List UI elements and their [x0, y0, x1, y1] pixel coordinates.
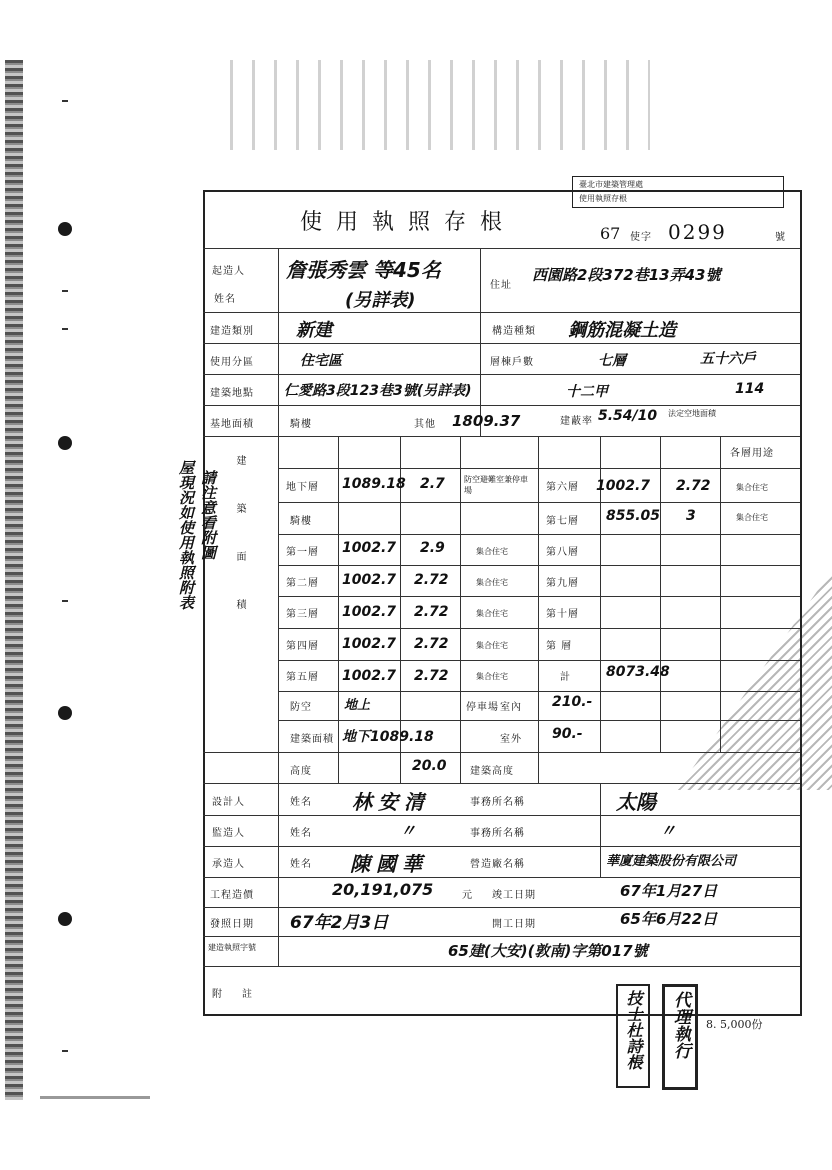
binding-edge [5, 60, 23, 1100]
use-label: 集合住宅 [476, 641, 508, 650]
value-total-area: 8073.48 [606, 664, 670, 680]
value-completion-date: 67年1月27日 [620, 882, 718, 900]
value-applicant: 詹張秀雲 等45名 [286, 258, 441, 282]
label-floor-6: 第六層 [546, 482, 579, 493]
form-title: 使用執照存根 [300, 210, 517, 235]
label-remarks: 附註 [212, 989, 272, 1000]
label-arcade: 騎樓 [290, 419, 312, 430]
value-basement-use: 防空避難室兼停車場 [464, 475, 528, 495]
value-address: 西園路2段372巷13弄43號 [532, 266, 721, 284]
margin-note: 屋現況如使用執照附表 [177, 460, 195, 610]
footer-print: 8. 5,000份 [706, 1018, 763, 1031]
use-label: 集合住宅 [476, 609, 508, 618]
value-floor7-area: 855.05 [606, 508, 661, 524]
label-outdoor: 室外 [500, 734, 522, 745]
punch-hole [58, 436, 72, 450]
label-parking: 停車場 [466, 702, 499, 713]
label-other: 其他 [414, 419, 436, 430]
label-air-raid: 防空 [290, 702, 312, 713]
value-parking-outdoor: 90.- [552, 726, 583, 742]
label-floor-3: 第三層 [286, 609, 319, 620]
label-floor-4: 第四層 [286, 641, 319, 652]
label-contractor: 承造人 [212, 859, 245, 870]
label-floors-units: 層棟戶數 [490, 357, 534, 368]
value-height: 20.0 [412, 758, 447, 774]
label-supervisor: 監造人 [212, 828, 245, 839]
proxy-stamp [662, 984, 698, 1090]
use-label: 集合住宅 [476, 672, 508, 681]
label-location: 建築地點 [210, 388, 254, 399]
value-start-date: 65年6月22日 [620, 910, 718, 928]
value-floor1-area: 1002.7 [342, 540, 397, 556]
value-lot: 十二甲 [566, 384, 608, 400]
label-floor-x: 第 層 [546, 641, 573, 652]
value-coverage: 5.54/10 [598, 408, 658, 424]
label-structure-type: 構造種類 [492, 326, 536, 337]
inspector-stamp [616, 984, 650, 1088]
label-supervisor-name: 姓名 [290, 828, 312, 839]
label-floor-9: 第九層 [546, 578, 579, 589]
value-air-raid: 地上 [344, 698, 371, 713]
label-cost: 工程造價 [210, 890, 254, 901]
value-permit-no: 65建(大安)(敦南)字第017號 [448, 942, 648, 960]
value-cost: 20,191,075 [332, 880, 434, 899]
label-floor-1: 第一層 [286, 547, 319, 558]
label-land-area: 基地面積 [210, 419, 254, 430]
label-floor-8: 第八層 [546, 547, 579, 558]
value-floor7-height: 3 [686, 508, 696, 524]
value-designer: 林安清 [352, 790, 430, 814]
label-building-area: 建築面積 [290, 734, 334, 745]
value-floor5-area: 1002.7 [342, 668, 397, 684]
label-supervisor-office: 事務所名稱 [470, 828, 525, 839]
value-parking-indoor: 210.- [552, 694, 593, 710]
header-stamp-line1: 臺北市建築管理處 [579, 180, 643, 189]
license-number: 0299 [668, 220, 727, 244]
punch-hole [58, 706, 72, 720]
bottom-scribble [40, 1096, 150, 1099]
use-label: 集合住宅 [736, 483, 768, 492]
value-location: 仁愛路3段123巷3號(另詳表) [284, 383, 472, 399]
margin-mark [62, 100, 68, 102]
header-stamp-line2: 使用執照存根 [579, 194, 627, 203]
label-name: 姓名 [214, 294, 236, 305]
value-floor3-height: 2.72 [414, 604, 449, 620]
punch-hole [58, 912, 72, 926]
value-design-office: 太陽 [616, 790, 656, 814]
label-permit-no: 建造執照字號 [208, 943, 256, 952]
value-basement-height: 2.7 [420, 476, 445, 492]
label-coverage: 建蔽率 [560, 416, 593, 427]
bleed-through [230, 60, 650, 150]
value-structure-type: 鋼筋混凝土造 [568, 320, 676, 341]
value-sub-lot: 114 [735, 381, 765, 397]
label-floor-2: 第二層 [286, 578, 319, 589]
value-floor6-area: 1002.7 [596, 478, 651, 494]
value-cost-unit: 元 [462, 890, 473, 901]
label-applicant: 起造人 [212, 266, 245, 277]
use-label: 集合住宅 [476, 547, 508, 556]
margin-note: 請注意看附圖 [199, 470, 217, 560]
value-use-zone: 住宅區 [300, 353, 342, 369]
value-building-area: 地下1089.18 [342, 729, 434, 745]
label-building-area-stacked: 建築面積 [234, 455, 245, 647]
value-other-area: 1809.37 [452, 412, 521, 430]
label-start-date: 開工日期 [492, 919, 536, 930]
proxy-stamp-text: 代理執行 [670, 991, 690, 1059]
label-legal-area: 法定空地面積 [668, 409, 716, 418]
value-floors: 七層 [598, 353, 626, 369]
label-floor-5: 第五層 [286, 672, 319, 683]
label-issue-date: 發照日期 [210, 919, 254, 930]
use-label: 集合住宅 [476, 578, 508, 587]
label-height: 高度 [290, 766, 312, 777]
license-suffix: 號 [775, 232, 786, 243]
value-floor5-height: 2.72 [414, 668, 449, 684]
label-floor-10: 第十層 [546, 609, 579, 620]
label-designer: 設計人 [212, 797, 245, 808]
value-contractor: 陳國華 [350, 852, 428, 876]
value-supervisor: 〃 [400, 821, 417, 840]
margin-mark [62, 600, 68, 602]
label-units-per-floor: 各層用途 [730, 448, 774, 459]
value-issue-date: 67年2月3日 [290, 913, 389, 933]
value-floor1-height: 2.9 [420, 540, 445, 556]
value-contractor-firm: 華廈建築股份有限公司 [606, 854, 737, 869]
label-building-height: 建築高度 [470, 766, 514, 777]
label-contractor-name: 姓名 [290, 859, 312, 870]
inspector-stamp-text: 技士杜詩棖 [624, 990, 643, 1070]
value-supervisor-office: 〃 [660, 821, 677, 840]
label-roof: 騎樓 [290, 516, 312, 527]
license-year: 67 [600, 224, 621, 243]
value-floor6-height: 2.72 [676, 478, 711, 494]
license-label: 使字 [630, 232, 652, 243]
value-floor3-area: 1002.7 [342, 604, 397, 620]
use-label: 集合住宅 [736, 513, 768, 522]
label-basement: 地下層 [286, 482, 319, 493]
label-indoor: 室內 [500, 702, 522, 713]
margin-mark [62, 1050, 68, 1052]
label-designer-name: 姓名 [290, 797, 312, 808]
margin-mark [62, 328, 68, 330]
margin-mark [62, 290, 68, 292]
value-units: 五十六戶 [700, 351, 756, 367]
label-building-type: 建造類別 [210, 326, 254, 337]
label-floor-7: 第七層 [546, 516, 579, 527]
punch-hole [58, 222, 72, 236]
value-basement-area: 1089.18 [342, 476, 406, 492]
label-completion-date: 竣工日期 [492, 890, 536, 901]
label-firm-name: 營造廠名稱 [470, 859, 525, 870]
value-floor2-height: 2.72 [414, 572, 449, 588]
value-floor2-area: 1002.7 [342, 572, 397, 588]
label-use-zone: 使用分區 [210, 357, 254, 368]
value-building-type: 新建 [296, 320, 332, 341]
value-applicant-sub: (另詳表) [345, 290, 416, 311]
label-total: 計 [560, 672, 571, 683]
value-floor4-height: 2.72 [414, 636, 449, 652]
label-office-name: 事務所名稱 [470, 797, 525, 808]
value-floor4-area: 1002.7 [342, 636, 397, 652]
label-address: 住址 [490, 280, 512, 291]
